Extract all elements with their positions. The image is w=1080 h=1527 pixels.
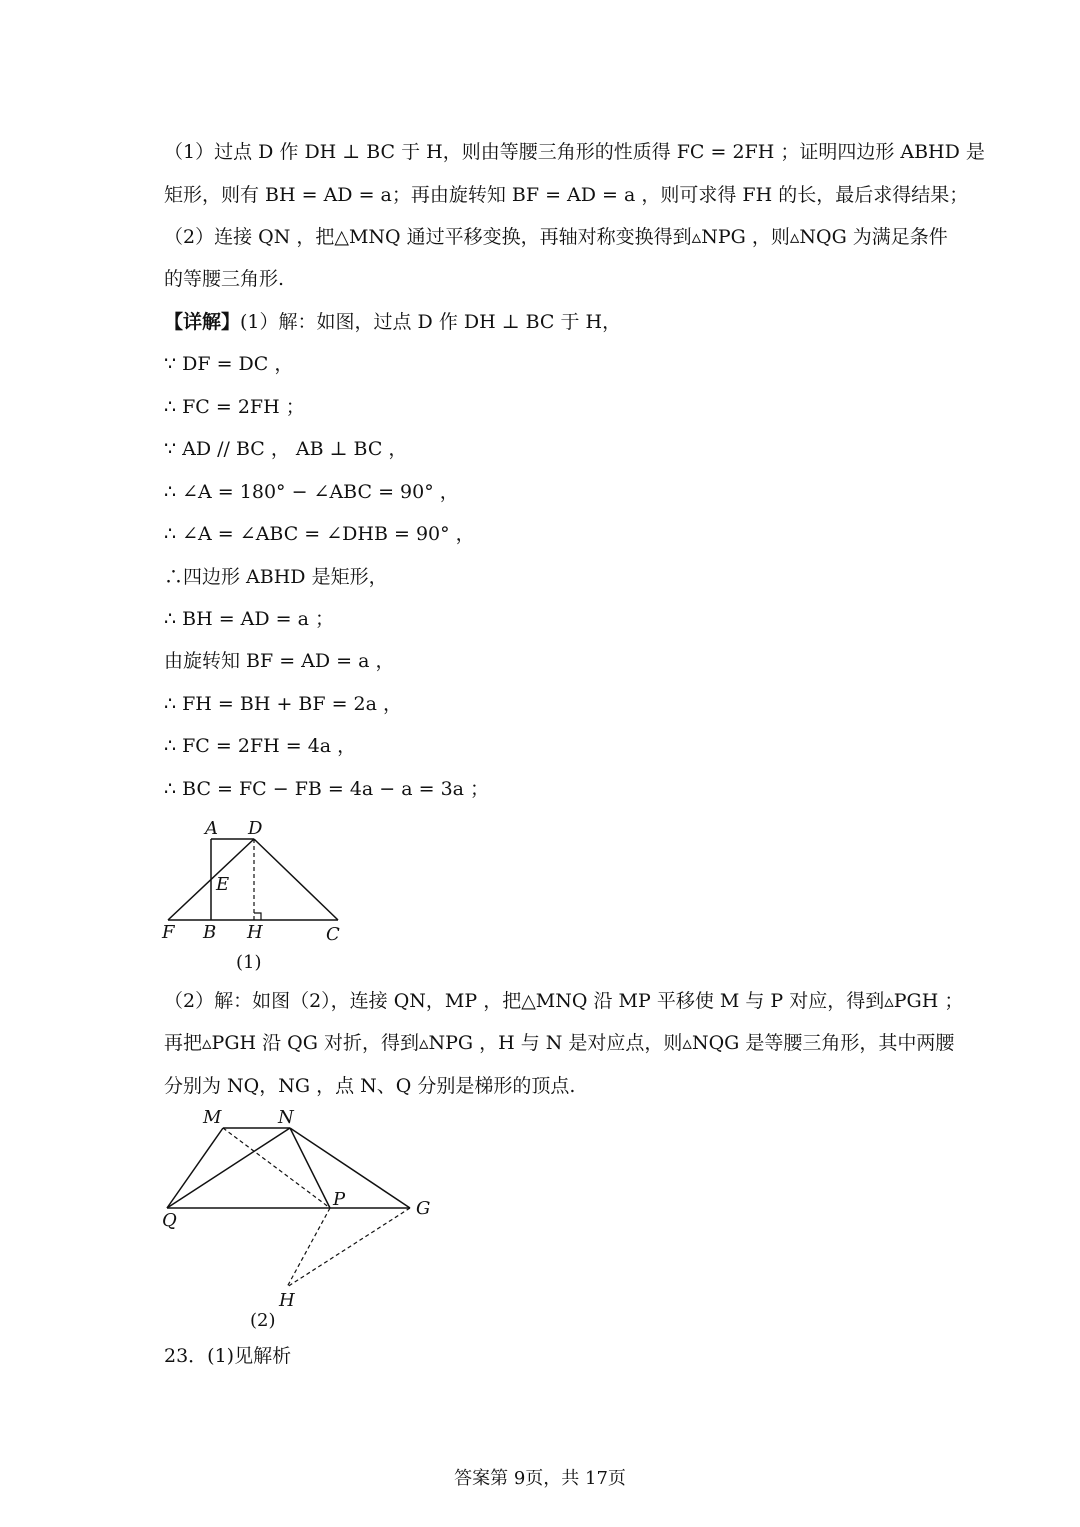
label-b: B [203, 922, 217, 943]
figure-2 [150, 1100, 450, 1335]
segment-gh-dashed [287, 1208, 410, 1287]
segment-ng [290, 1128, 410, 1208]
segment-dc [254, 839, 338, 920]
label-m: M [203, 1107, 222, 1128]
analysis-line-2: 矩形，则有 BH = AD = a；再由旋转知 BF = AD = a ，则可求得 FH 的长，最后求得结果； [164, 184, 969, 206]
figure-1 [150, 810, 370, 975]
label-n: N [278, 1107, 294, 1128]
right-angle-mark [254, 913, 261, 920]
step-line: ∵ AD // BC ， AB ⊥ BC ， [164, 438, 408, 460]
step-line: ∴ BH = AD = a ； [164, 608, 334, 630]
detail-heading: 【详解】 [164, 311, 241, 333]
segment-qn [167, 1128, 290, 1208]
step-line: ∴四边形 ABHD 是矩形， [164, 566, 388, 588]
figure-1-caption: (1) [236, 952, 262, 973]
label-p: P [333, 1189, 346, 1210]
step-line: ∵ DF = DC ， [164, 353, 294, 375]
step-line: ∴ FH = BH + BF = 2a ， [164, 693, 403, 715]
detail-heading-line [164, 310, 944, 334]
next-question: 23．(1)见解析 [164, 1345, 292, 1367]
step-line: ∴ ∠A = 180° − ∠ABC = 90° ， [164, 481, 459, 503]
analysis-line-4: 的等腰三角形. [164, 268, 285, 290]
label-d: D [248, 818, 263, 839]
label-a: A [205, 818, 218, 839]
analysis-line-3: （2）连接 QN ，把△MNQ 通过平移变换，再轴对称变换得到▵NPG ，则▵NQG 为满足条件 [164, 226, 948, 248]
label-h: H [247, 922, 263, 943]
segment-np [290, 1128, 330, 1208]
part2-line-1: （2）解：如图（2），连接 QN，MP ，把△MNQ 沿 MP 平移使 M 与 P 对应，得到▵PGH ； [164, 990, 964, 1012]
label-e: E [216, 874, 230, 895]
step-line: ∴ FC = 2FH ； [164, 396, 305, 418]
analysis-line-1: （1）过点 D 作 DH ⊥ BC 于 H，则由等腰三角形的性质得 FC = 2FH ；证明四边形 ABHD 是 [164, 141, 985, 163]
label-g: G [416, 1198, 431, 1219]
step-line: ∴ ∠A = ∠ABC = ∠DHB = 90° ， [164, 523, 475, 545]
page-footer: 答案第 9页，共 17页 [454, 1468, 626, 1489]
label-c: C [326, 924, 340, 945]
detail-intro: (1）解：如图，过点 D 作 DH ⊥ BC 于 H， [240, 311, 622, 333]
label-h2: H [279, 1290, 295, 1311]
figure-2-caption: (2) [250, 1310, 276, 1331]
step-line: 由旋转知 BF = AD = a ， [164, 650, 395, 672]
part2-line-2: 再把▵PGH 沿 QG 对折，得到▵NPG ，H 与 N 是对应点，则▵NQG 是等腰三角形，其中两腰 [164, 1032, 955, 1054]
segment-qm [167, 1128, 223, 1208]
step-line: ∴ FC = 2FH = 4a ， [164, 735, 357, 757]
part2-line-3: 分别为 NQ，NG ，点 N、Q 分别是梯形的顶点. [164, 1075, 576, 1097]
step-line: ∴ BC = FC − FB = 4a − a = 3a ； [164, 778, 490, 800]
label-q: Q [162, 1210, 177, 1231]
segment-mp-dashed [223, 1128, 330, 1208]
label-f: F [162, 922, 175, 943]
segment-ph-dashed [287, 1208, 330, 1287]
